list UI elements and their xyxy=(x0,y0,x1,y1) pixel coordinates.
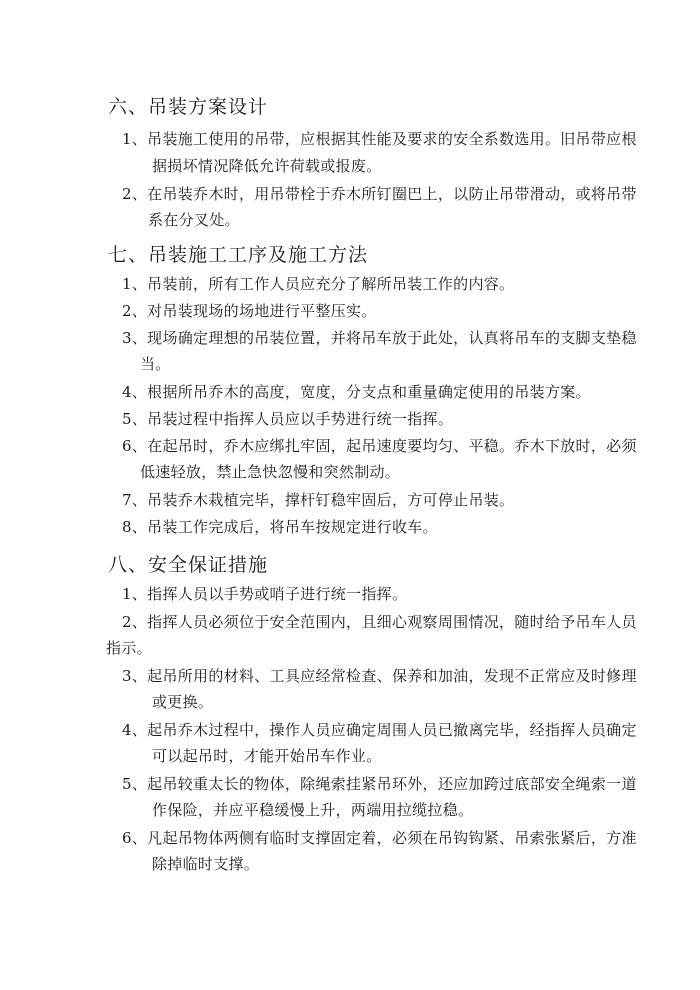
paragraph-line: 据损坏情况降低允许荷载或报废。 xyxy=(152,157,382,175)
section-heading: 八、安全保证措施 xyxy=(108,554,269,576)
paragraph-line: 1、指挥人员以手势或哨子进行统一指挥。 xyxy=(122,585,408,603)
paragraph-line: 2、指挥人员必须位于安全范围内，且细心观察周围情况，随时给予吊车人员 xyxy=(122,613,637,631)
paragraph-line: 3、现场确定理想的吊装位置，并将吊车放于此处，认真将吊车的支脚支垫稳 xyxy=(122,329,637,347)
paragraph-line: 1、吊装前，所有工作人员应充分了解所吊装工作的内容。 xyxy=(122,275,515,293)
paragraph-line: 除掉临时支撑。 xyxy=(152,855,260,873)
paragraph-line: 系在分叉处。 xyxy=(148,211,240,229)
paragraph-line: 8、吊装工作完成后，将吊车按规定进行收车。 xyxy=(122,518,438,536)
paragraph-line: 7、吊装乔木栽植完毕，撑杆钉稳牢固后，方可停止吊装。 xyxy=(122,491,515,509)
paragraph-line: 2、在吊装乔木时，用吊带栓于乔木所钉圈巴上，以防止吊带滑动，或将吊带 xyxy=(122,185,637,203)
paragraph-line: 作保险，并应平稳缓慢上升，两端用拉缆拉稳。 xyxy=(152,801,474,819)
paragraph-line: 4、根据所吊乔木的高度，宽度，分支点和重量确定使用的吊装方案。 xyxy=(122,383,591,401)
paragraph-line: 可以起吊时，才能开始吊车作业。 xyxy=(152,747,382,765)
paragraph-line: 4、起吊乔木过程中，操作人员应确定周围人员已撤离完毕，经指挥人员确定 xyxy=(122,721,637,739)
paragraph-line: 6、在起吊时，乔木应绑扎牢固，起吊速度要均匀、平稳。乔木下放时，必须 xyxy=(122,437,637,455)
paragraph-line: 指示。 xyxy=(106,639,152,657)
paragraph-line: 3、起吊所用的材料、工具应经常检查、保养和加油，发现不正常应及时修理 xyxy=(122,667,637,685)
paragraph-line: 低速轻放，禁止急快忽慢和突然制动。 xyxy=(140,463,401,481)
paragraph-line: 2、对吊装现场的场地进行平整压实。 xyxy=(122,302,377,320)
paragraph-line: 5、吊装过程中指挥人员应以手势进行统一指挥。 xyxy=(122,410,454,428)
section-heading: 六、吊装方案设计 xyxy=(108,96,269,118)
paragraph-line: 1、吊装施工使用的吊带，应根据其性能及要求的安全系数选用。旧吊带应根 xyxy=(122,130,637,148)
paragraph-line: 当。 xyxy=(140,355,171,373)
section-heading: 七、吊装施工工序及施工方法 xyxy=(108,244,369,266)
paragraph-line: 6、凡起吊物体两侧有临时支撑固定着，必须在吊钩钩紧、吊索张紧后，方准 xyxy=(122,829,637,847)
paragraph-line: 或更换。 xyxy=(152,693,214,711)
paragraph-line: 5、起吊较重太长的物体，除绳索挂紧吊环外，还应加跨过底部安全绳索一道 xyxy=(122,775,637,793)
